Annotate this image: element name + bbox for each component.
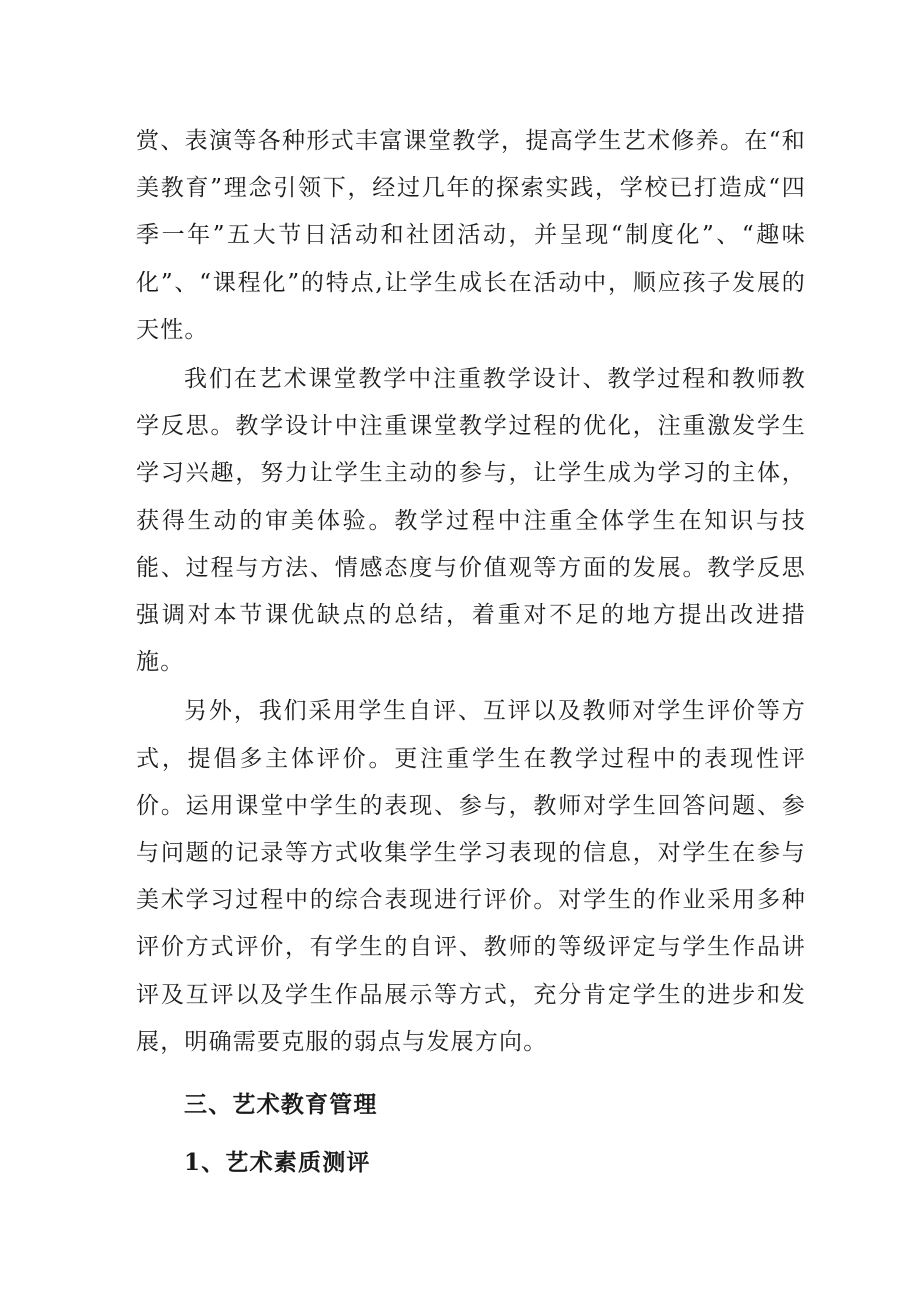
paragraph-evaluation: 另外，我们采用学生自评、互评以及教师对学生评价等方式，提倡多主体评价。更注重学生在教学过程中的表现性评价。运用课堂中学生的表现、参与，教师对学生回答问题、参与问题的记录等方式收集学生学习表现的信息，对学生在参与美术学习过程中的综合表现进行评价。对学生的作业采用多种评价方式评价，有学生的自评、教师的等级评定与学生作品讲评及互评以及学生作品展示等方式，充分肯定学生的进步和发展，明确需要克服的弱点与发展方向。 [136,698,806,1055]
paragraph-continuation: 赏、表演等各种形式丰富课堂教学，提高学生艺术修养。在“和美教育”理念引领下，经过几年的探索实践，学校已打造成“四季一年”五大节日活动和社团活动，并呈现“制度化”、“趣味化”、“课程化”的特点,让学生成长在活动中，顺应孩子发展的天性。 [136,128,806,343]
subsection-heading: 1、艺术素质测评 [184,1149,371,1177]
section-heading: 三、艺术教育管理 [184,1092,378,1119]
paragraph-teaching-design: 我们在艺术课堂教学中注重教学设计、教学过程和教师教学反思。教学设计中注重课堂教学过程的优化，注重激发学生学习兴趣，努力让学生主动的参与，让学生成为学习的主体，获得生动的审美体验。教学过程中注重全体学生在知识与技能、过程与方法、情感态度与价值观等方面的发展。教学反思强调对本节课优缺点的总结，着重对不足的地方提出改进措施。 [136,366,806,676]
document-page [136,118,806,1186]
